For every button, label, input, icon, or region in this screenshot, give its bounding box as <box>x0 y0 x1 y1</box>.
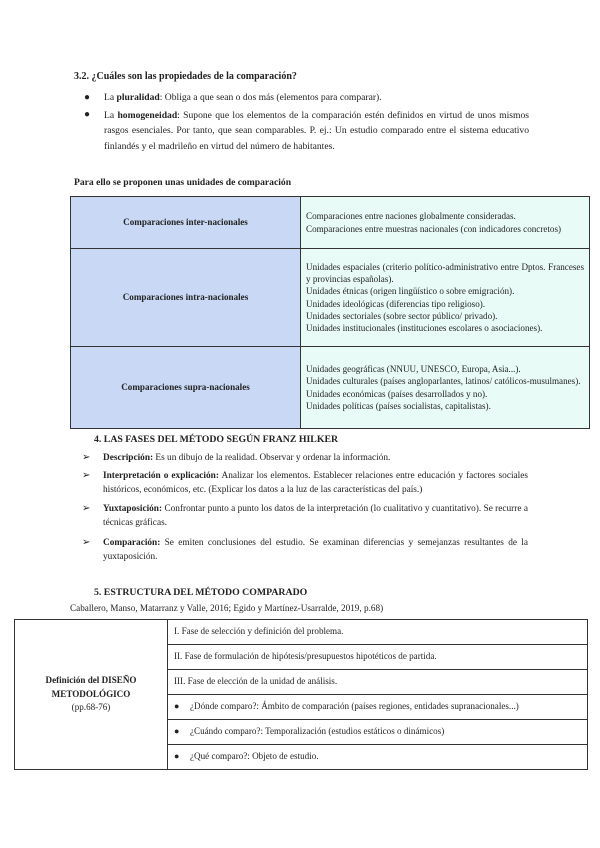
phase-cell: III. Fase de elección de la unidad de análisis. <box>168 670 588 695</box>
question-cell: ● ¿Cuándo comparo?: Temporalización (estudios estáticos o dinámicos) <box>168 720 588 745</box>
question-cell: ● ¿Dónde comparo?: Ámbito de comparación (países regiones, entidades supranacionales...) <box>168 695 588 720</box>
units-table <box>70 196 590 429</box>
phase-cell: I. Fase de selección y definición del problema. <box>168 620 588 645</box>
citation: Caballero, Manso, Matarranz y Valle, 2016; Egido y Martínez-Usarralde, 2019, p.68) <box>70 603 384 613</box>
bullet-icon: ● <box>84 109 91 120</box>
table-row <box>71 197 590 249</box>
bullet-icon: ● <box>174 726 180 737</box>
arrow-bullet-icon: ➢ <box>82 503 91 514</box>
bullet-icon: ● <box>84 92 91 103</box>
arrow-bullet-icon: ➢ <box>82 537 91 548</box>
phase-descripcion: Descripción: Es un dibujo de la realidad. Observar y ordenar la información. <box>103 453 391 463</box>
phase-cell: II. Fase de formulación de hipótesis/presupuestos hipotéticos de partida. <box>168 645 588 670</box>
arrow-bullet-icon: ➢ <box>82 452 91 463</box>
bullet-homogeneidad: La homogeneidad: Supone que los elementos de la comparación estén definidos en virtud de unos mismos rasgos esenciales. Por tanto, que sean comparables. P. ej.: Un estudio comparado entre el sistema educativo finlandés y el madrileño en virtud del número de habitantes. <box>104 110 529 152</box>
table-row <box>71 347 590 429</box>
bullet-icon: ● <box>174 751 180 762</box>
units-intro: Para ello se proponen unas unidades de comparación <box>74 177 292 188</box>
section-3-2-title: 3.2. ¿Cuáles son las propiedades de la comparación? <box>74 71 297 82</box>
section-4-title: 4. LAS FASES DEL MÉTODO SEGÚN FRANZ HILKER <box>94 434 339 445</box>
unit-content: Unidades espaciales (criterio político-administrativo entre Dptos. Franceses y provincias españolas). Unidades étnicas (origen lingüístico o sobre emigración). Unidades ideológicas (diferencias tipo religioso). Unidades sectoriales (sobre sector público/ privado). Unidades institucionales (instituciones escolares o asociaciones). <box>301 249 590 347</box>
unit-content: Comparaciones entre naciones globalmente consideradas. Comparaciones entre muestras nacionales (con indicadores concretos) <box>301 197 590 249</box>
design-definition-cell: Definición del DISEÑO METODOLÓGICO (pp.68-76) <box>15 620 168 770</box>
section-5-title: 5. ESTRUCTURA DEL MÉTODO COMPARADO <box>94 587 308 598</box>
question-cell: ● ¿Qué comparo?: Objeto de estudio. <box>168 745 588 770</box>
unit-label: Comparaciones inter-nacionales <box>71 197 301 249</box>
structure-table <box>14 619 588 770</box>
phase-comparacion: Comparación: Se emiten conclusiones del estudio. Se examinan diferencias y semejanzas resultantes de la yuxtaposición. <box>103 538 528 563</box>
bullet-icon: ● <box>174 701 180 712</box>
unit-label: Comparaciones intra-nacionales <box>71 249 301 347</box>
table-row <box>71 249 590 347</box>
phase-interpretacion: Interpretación o explicación: Analizar los elementos. Establecer relaciones entre educación y factores sociales históricos, económicos, etc. (Explicar los datos a la luz de las características del país.) <box>103 471 528 496</box>
unit-content: Unidades geográficas (NNUU, UNESCO, Europa, Asia...). Unidades culturales (países angloparlantes, latinos/ católicos-musulmanes). Unidades económicas (países desarrollados y no). Unidades políticas (países socialistas, capitalistas). <box>301 347 590 429</box>
unit-label: Comparaciones supra-nacionales <box>71 347 301 429</box>
phase-yuxtaposicion: Yuxtaposición: Confrontar punto a punto los datos de la interpretación (lo cualitativo y cuantitativo). Se recurre a técnicas gráficas. <box>103 504 528 529</box>
table-row <box>15 620 588 645</box>
bullet-pluralidad: La pluralidad: Obliga a que sean o dos más (elementos para comparar). <box>104 92 382 103</box>
arrow-bullet-icon: ➢ <box>82 470 91 481</box>
